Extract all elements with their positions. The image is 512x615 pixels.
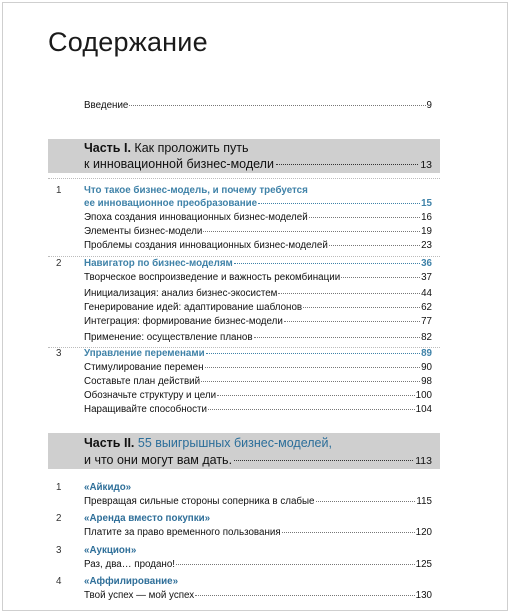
part-header-2[interactable] [48, 433, 440, 469]
section-entry[interactable]: Твой успех — мой успех 130 [84, 590, 432, 601]
dot-leader [316, 500, 416, 502]
part-label: Часть I. [84, 141, 131, 155]
page-title: Содержание [48, 27, 208, 57]
dot-leader [278, 292, 420, 294]
section-entry[interactable]: Проблемы создания инновационных бизнес-моделей 23 [84, 240, 432, 251]
chapter-entry-title-line1[interactable]: Что такое бизнес-модель, и почему требуется [84, 185, 308, 196]
dot-leader [205, 366, 421, 368]
dot-leader [217, 394, 415, 396]
section-entry[interactable]: Элементы бизнес-модели 19 [84, 226, 432, 237]
chapter-number: 2 [56, 258, 62, 269]
part-page: 113 [415, 455, 432, 467]
dot-leader [208, 408, 415, 410]
dot-leader [203, 230, 420, 232]
section-entry[interactable]: Платите за право временного пользования 120 [84, 527, 432, 538]
section-entry[interactable]: Составьте план действий 98 [84, 376, 432, 387]
part-title-line1: 55 выигрышных бизнес-моделей, [137, 436, 332, 450]
section-entry[interactable]: Раз, два… продано! 125 [84, 559, 432, 570]
part-page: 13 [420, 159, 432, 171]
section-entry[interactable]: Обозначьте структуру и цели 100 [84, 390, 432, 401]
part-label: Часть II. [84, 436, 135, 450]
chapter-number: 3 [56, 348, 62, 359]
dot-leader [276, 163, 418, 165]
chapter-number: 3 [56, 545, 62, 556]
chapter-entry-2[interactable]: Навигатор по бизнес-моделям 36 [84, 258, 432, 269]
dot-leader [282, 531, 415, 533]
dot-leader [309, 216, 420, 218]
dot-leader [303, 306, 420, 308]
dot-leader [329, 244, 420, 246]
part-title-line1: Как проложить путь [134, 141, 249, 155]
chapter-entry-rent[interactable]: «Аренда вместо покупки» [84, 513, 211, 524]
section-entry[interactable]: Творческое воспроизведение и важность рекомбинации 37 [84, 272, 432, 283]
chapter-entry-affiliation[interactable]: «Аффилирование» [84, 576, 179, 587]
chapter-page: 15 [421, 198, 432, 209]
dot-leader [201, 380, 420, 382]
chapter-number: 1 [56, 482, 62, 493]
chapter-number: 4 [56, 576, 62, 587]
chapter-number: 2 [56, 513, 62, 524]
section-entry[interactable]: Интеграция: формирование бизнес-модели 77 [84, 316, 432, 327]
part-header-1[interactable] [48, 139, 440, 173]
toc-entry-title: Введение [84, 100, 129, 111]
chapter-entry-3[interactable]: Управление переменами 89 [84, 348, 432, 359]
chapter-entry-aikido[interactable]: «Айкидо» [84, 482, 132, 493]
chapter-number: 1 [56, 185, 62, 196]
section-entry[interactable]: Эпоха создания инновационных бизнес-моделей 16 [84, 212, 432, 223]
section-entry[interactable]: Наращивайте способности 104 [84, 404, 432, 415]
dot-leader [258, 202, 420, 204]
dot-leader [195, 594, 414, 596]
section-entry[interactable]: Генерирование идей: адаптирование шаблонов 62 [84, 302, 432, 313]
toc-entry-page: 9 [426, 100, 432, 111]
section-entry[interactable]: Применение: осуществление планов 82 [84, 332, 432, 343]
part-title-line2: к инновационной бизнес-модели [84, 157, 274, 171]
section-entry[interactable]: Инициализация: анализ бизнес-экосистем 44 [84, 288, 432, 299]
dot-leader [284, 320, 420, 322]
toc-entry-intro[interactable] [84, 99, 432, 113]
dot-leader [341, 276, 420, 278]
dot-leader [206, 352, 420, 354]
chapter-entry-auction[interactable]: «Аукцион» [84, 545, 137, 556]
dot-leader [254, 336, 421, 338]
part-title-line2: и что они могут вам дать. [84, 453, 233, 467]
section-entry[interactable]: Стимулирование перемен 90 [84, 362, 432, 373]
dot-leader [234, 459, 413, 461]
chapter-entry-1[interactable] [84, 197, 432, 211]
chapter-title: ее инновационное преобразование [84, 198, 258, 209]
section-entry[interactable]: Превращая сильные стороны соперника в слабые 115 [84, 496, 432, 507]
dot-leader [129, 104, 425, 106]
separator [48, 178, 440, 180]
dot-leader [176, 563, 415, 565]
dot-leader [234, 262, 420, 264]
